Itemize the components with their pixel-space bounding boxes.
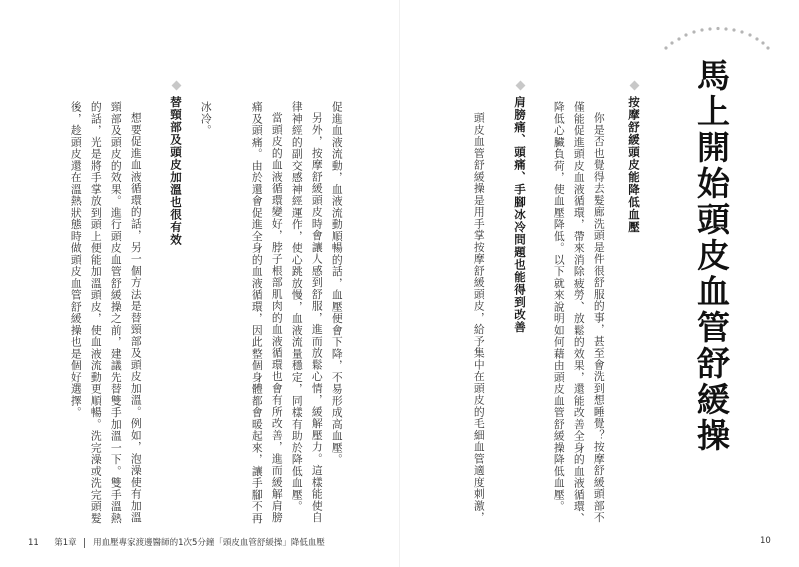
text-column: 促進血液流動，血液流動順暢的話，血壓便會下降，不易形成高血壓。 bbox=[330, 101, 344, 466]
page-title: 馬上開始頭皮血管舒緩操 bbox=[692, 58, 731, 454]
section-heading-warming: 替頸部及頭皮加溫也很有效 bbox=[169, 96, 183, 246]
dotted-arc-decoration bbox=[662, 24, 772, 52]
text-column: 當頭皮的血液循環變好，脖子根部肌肉的血液循環也會有所改善，進而緩解肩膀 bbox=[270, 112, 284, 524]
text-column: 痛及頭痛。由於還會促進全身的血液循環，因此整個身體都會暖起來，讓手腳不再 bbox=[250, 101, 264, 524]
heading-bullet-diamond bbox=[172, 81, 182, 91]
footer-divider bbox=[84, 538, 85, 548]
page-number-left: 11 bbox=[28, 538, 39, 548]
text-column: 律神經的副交感神經運作，使心跳放慢，血液流量穩定，同樣有助於降低血壓。 bbox=[290, 101, 304, 513]
text-column: 想要促進血液循環的話，另一個方法是替頸部及頭皮加溫。例如，泡澡使有加溫 bbox=[129, 112, 143, 524]
footer-left bbox=[28, 536, 325, 548]
text-column: 冰冷。 bbox=[199, 101, 213, 137]
heading-bullet-diamond bbox=[516, 81, 526, 91]
section-heading-massage: 按摩舒緩頭皮能降低血壓 bbox=[627, 96, 641, 234]
chapter-title: 用血壓專家渡邊醫師的1次5分鐘「頭皮血管舒緩操」降低血壓 bbox=[93, 538, 325, 548]
text-column: 後，趁頭皮還在溫熱狀態時做頭皮血管舒緩操也是個好選擇。 bbox=[69, 101, 83, 419]
text-column: 降低心臟負荷，使血壓降低。以下就來說明如何藉由頭皮血管舒緩操降低血壓。 bbox=[552, 101, 566, 513]
page-gutter bbox=[399, 0, 400, 567]
text-column: 你是否也覺得去髮廊洗頭是件很舒服的事，甚至會洗到想睡覺？按摩舒緩頭部不 bbox=[592, 112, 606, 524]
text-column: 頭皮血管舒緩操是用手掌按摩舒緩頭皮，給予集中在頭皮的毛細血管適度刺激， bbox=[472, 112, 486, 524]
heading-bullet-diamond bbox=[630, 81, 640, 91]
text-column: 僅能促進頭皮血液循環，帶來消除疲勞、放鬆的效果，還能改善全身的血液循環、 bbox=[572, 101, 586, 524]
chapter-label: 第1章 bbox=[54, 538, 77, 548]
text-column: 另外，按摩舒緩頭皮時會讓人感到舒服，進而放鬆心情，緩解壓力。這樣能使自 bbox=[310, 112, 324, 524]
section-heading-symptoms: 肩膀痛、頭痛、手腳冰冷問題也能得到改善 bbox=[513, 96, 527, 334]
text-column: 的話，光是將手掌放到頭上便能加溫頭皮，使血液流動更順暢。洗完澡或洗完頭髮 bbox=[89, 101, 103, 524]
page-number-right: 10 bbox=[760, 536, 771, 546]
text-column: 頸部及頭皮的效果。進行頭皮血管舒緩操之前，建議先替雙手加溫一下。雙手溫熱 bbox=[109, 101, 123, 524]
